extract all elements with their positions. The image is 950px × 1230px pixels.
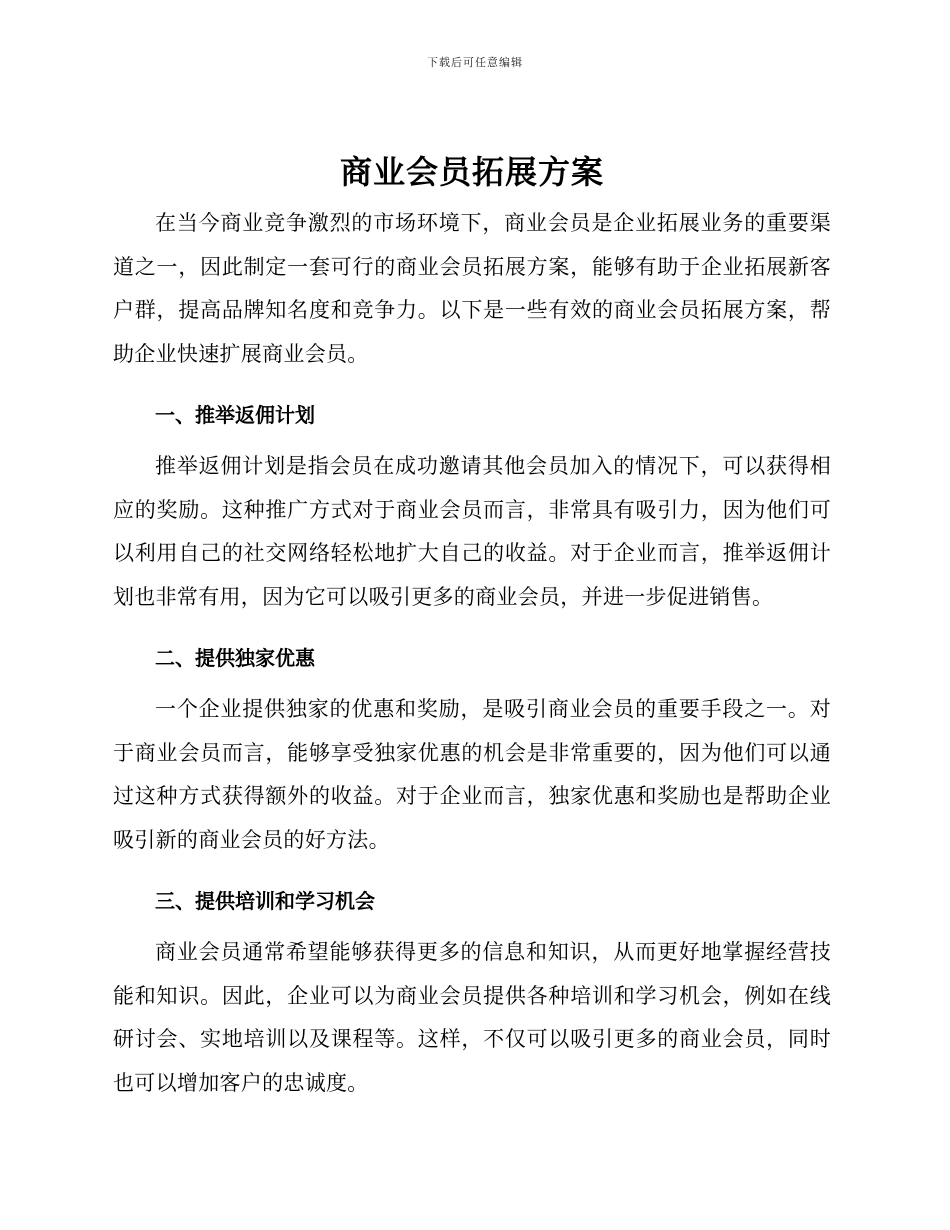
section-heading-training: 三、提供培训和学习机会 (155, 889, 375, 913)
section-heading-referral: 一、推举返佣计划 (155, 403, 315, 427)
intro-paragraph: 在当今商业竞争激烈的市场环境下，商业会员是企业拓展业务的重要渠道之一，因此制定一套可行的商业会员拓展方案，能够有助于企业拓展新客户群，提高品牌知名度和竞争力。以下是一些有效的商业会员拓展方案，帮助企业快速扩展商业会员。 (113, 211, 831, 366)
section-heading-exclusive-offers: 二、提供独家优惠 (155, 646, 315, 670)
document-title: 商业会员拓展方案 (339, 153, 604, 191)
header-note: 下载后可任意编辑 (427, 56, 523, 69)
section-paragraph-exclusive-offers: 一个企业提供独家的优惠和奖励，是吸引商业会员的重要手段之一。对于商业会员而言，能够享受独家优惠的机会是非常重要的，因为他们可以通过这种方式获得额外的收益。对于企业而言，独家优惠和奖励也是帮助企业吸引新的商业会员的好方法。 (113, 697, 831, 852)
section-paragraph-training: 商业会员通常希望能够获得更多的信息和知识，从而更好地掌握经营技能和知识。因此，企业可以为商业会员提供各种培训和学习机会，例如在线研讨会、实地培训以及课程等。这样，不仅可以吸引更多的商业会员，同时也可以增加客户的忠诚度。 (113, 940, 831, 1095)
document-body (113, 150, 831, 1105)
section-paragraph-referral: 推举返佣计划是指会员在成功邀请其他会员加入的情况下，可以获得相应的奖励。这种推广方式对于商业会员而言，非常具有吸引力，因为他们可以利用自己的社交网络轻松地扩大自己的收益。对于企业而言，推举返佣计划也非常有用，因为它可以吸引更多的商业会员，并进一步促进销售。 (113, 454, 831, 609)
